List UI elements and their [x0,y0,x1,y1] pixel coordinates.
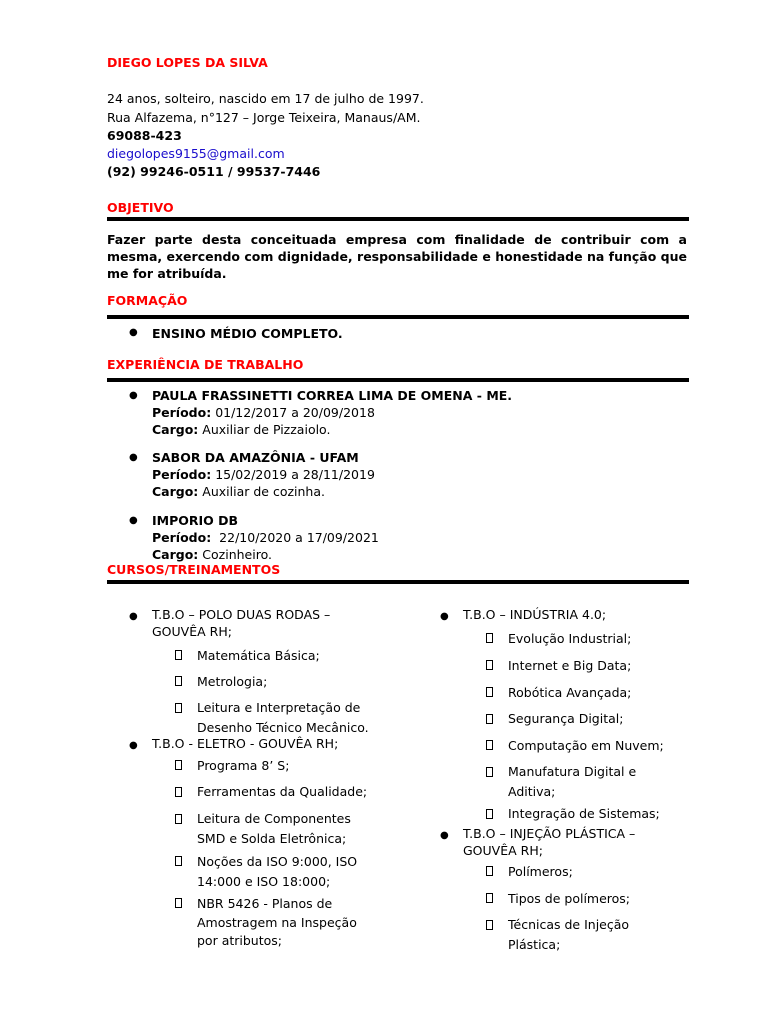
job-period: 22/10/2020 a 17/09/2021 [211,530,379,545]
course-item: Leitura e Interpretação de [197,700,361,715]
period-label: Período: [152,467,212,482]
course-item: Ferramentas da Qualidade; [197,784,368,799]
section-title-cursos: CURSOS/TREINAMENTOS [107,562,281,577]
checkbox-glyph-icon [486,687,493,697]
section-divider [107,378,689,382]
email-link[interactable]: diegolopes9155@gmail.com [107,146,285,161]
checkbox-glyph-icon [175,760,182,770]
checkbox-glyph-icon [175,787,182,797]
section-title-experiencia: EXPERIÊNCIA DE TRABALHO [107,357,304,372]
role-label: Cargo: [152,484,199,499]
job-period: 01/12/2017 a 20/09/2018 [211,405,375,420]
course-item: Polímeros; [508,864,573,879]
checkbox-glyph-icon [175,856,182,866]
course-item: Programa 8’ S; [197,758,290,773]
personal-info: 24 anos, solteiro, nascido em 17 de julho de 1997. [107,91,424,106]
job-company: SABOR DA AMAZÔNIA - UFAM [152,450,359,465]
bullet-icon: ● [129,452,138,463]
course-item: Plástica; [508,937,561,952]
job-role: Cozinheiro. [198,547,272,562]
checkbox-glyph-icon [175,676,182,686]
role-label: Cargo: [152,422,199,437]
checkbox-glyph-icon [486,893,493,903]
course-title-line: GOUVÊA RH; [152,624,232,639]
course-item: Desenho Técnico Mecânico. [197,720,369,735]
course-item: Computação em Nuvem; [508,738,664,753]
objetivo-text: Fazer parte desta conceituada empresa com finalidade de contribuir com a mesma, exercendo com dignidade, responsabilidade e honestidade na função que me for atribuída. [107,232,687,281]
course-item: Aditiva; [508,784,556,799]
phones: (92) 99246-0511 / 99537-7446 [107,164,321,179]
job-role: Auxiliar de cozinha. [198,484,325,499]
period-label: Período: [152,530,212,545]
checkbox-glyph-icon [486,714,493,724]
course-item: Técnicas de Injeção [508,917,630,932]
course-item: Internet e Big Data; [508,658,632,673]
course-title [152,606,330,640]
job-entry [152,387,512,438]
checkbox-glyph-icon [175,650,182,660]
checkbox-glyph-icon [175,814,182,824]
checkbox-glyph-icon [486,767,493,777]
section-title-formacao: FORMAÇÃO [107,293,188,308]
course-title: T.B.O - ELETRO - GOUVÊA RH; [152,736,339,751]
course-title-line: GOUVÊA RH; [463,843,543,858]
course-item: Metrologia; [197,674,268,689]
course-title-line: T.B.O – POLO DUAS RODAS – [152,607,331,622]
course-item: SMD e Solda Eletrônica; [197,831,347,846]
course-item: Robótica Avançada; [508,685,632,700]
bullet-icon: ● [129,740,138,751]
course-item: por atributos; [197,933,282,948]
course-item: Manufatura Digital e [508,764,637,779]
checkbox-glyph-icon [175,703,182,713]
course-item: Segurança Digital; [508,711,624,726]
bullet-icon: ● [129,515,138,526]
bullet-icon: ● [440,611,449,622]
course-item: Leitura de Componentes [197,811,351,826]
job-entry [152,449,375,500]
job-company: IMPORIO DB [152,513,239,528]
bullet-icon: ● [129,327,138,338]
checkbox-glyph-icon [486,660,493,670]
job-role: Auxiliar de Pizzaiolo. [198,422,331,437]
course-item: NBR 5426 - Planos de [197,896,333,911]
job-entry [152,512,379,563]
job-period: 15/02/2019 a 28/11/2019 [211,467,375,482]
course-item: 14:000 e ISO 18:000; [197,874,331,889]
section-divider [107,580,689,584]
section-title-objetivo: OBJETIVO [107,200,174,215]
section-divider [107,217,689,221]
role-label: Cargo: [152,547,199,562]
course-item: Noções da ISO 9:000, ISO [197,854,358,869]
bullet-icon: ● [129,611,138,622]
course-title-line: T.B.O – INJEÇÃO PLÁSTICA – [463,826,636,841]
checkbox-glyph-icon [486,809,493,819]
checkbox-glyph-icon [486,740,493,750]
course-title: T.B.O – INDÚSTRIA 4.0; [463,607,607,622]
checkbox-glyph-icon [486,633,493,643]
section-divider [107,315,689,319]
checkbox-glyph-icon [486,920,493,930]
checkbox-glyph-icon [486,866,493,876]
job-company: PAULA FRASSINETTI CORREA LIMA DE OMENA - ME. [152,388,513,403]
period-label: Período: [152,405,212,420]
bullet-icon: ● [440,830,449,841]
course-item: Matemática Básica; [197,648,320,663]
address: Rua Alfazema, n°127 – Jorge Teixeira, Manaus/AM. [107,110,421,125]
formacao-item: ENSINO MÉDIO COMPLETO. [152,326,343,341]
bullet-icon: ● [129,390,138,401]
checkbox-glyph-icon [175,898,182,908]
cep: 69088-423 [107,128,182,143]
course-item: Integração de Sistemas; [508,806,660,821]
course-item: Amostragem na Inspeção [197,915,357,930]
course-title [463,825,635,859]
course-item: Evolução Industrial; [508,631,632,646]
course-item: Tipos de polímeros; [508,891,631,906]
candidate-name: DIEGO LOPES DA SILVA [107,55,268,70]
